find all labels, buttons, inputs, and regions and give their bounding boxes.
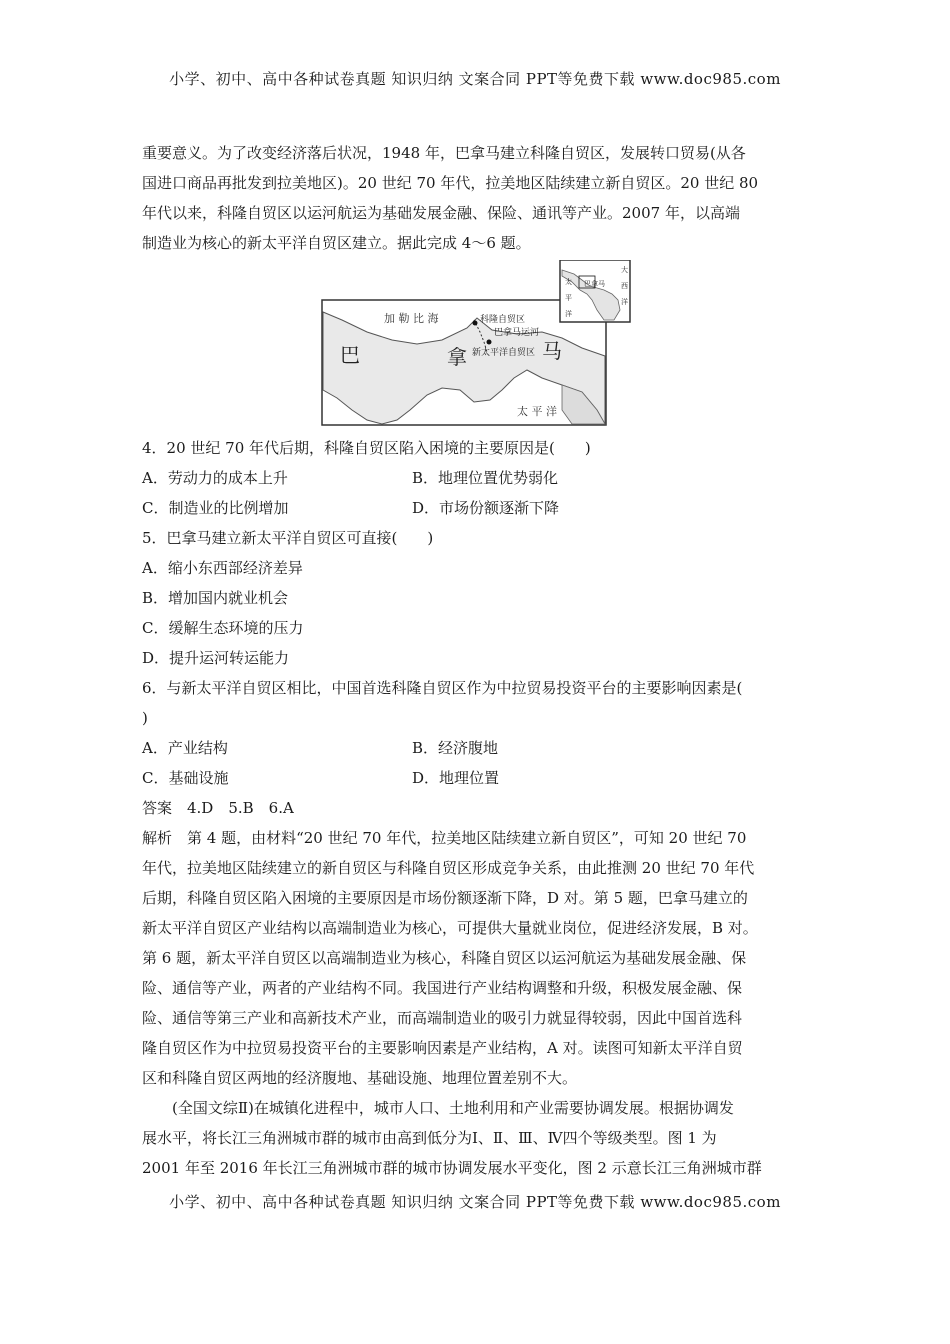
- analysis-line: 险、通信等产业，两者的产业结构不同。我国进行产业结构调整和升级，积极发展金融、保: [142, 979, 743, 997]
- page-header: 小学、初中、高中各种试卷真题 知识归纳 文案合同 PPT等免费下载 www.doc985.com: [169, 70, 781, 88]
- inset-pacific-3: 洋: [565, 310, 572, 318]
- analysis-paragraph: [142, 823, 812, 1093]
- analysis-line: 后期，科隆自贸区陷入困境的主要原因是市场份额逐渐下降，D 对。第 5 题，巴拿马建立的: [142, 889, 748, 907]
- answer-line: 答案 4.D 5.B 6.A: [142, 799, 294, 817]
- question-4-stem: 4．20 世纪 70 年代后期，科隆自贸区陷入困境的主要原因是( ): [142, 439, 591, 457]
- page-footer: 小学、初中、高中各种试卷真题 知识归纳 文案合同 PPT等免费下载 www.doc985.com: [169, 1193, 781, 1211]
- option-d: D．地理位置: [412, 769, 500, 787]
- option-a: A．缩小东西部经济差异: [142, 559, 303, 577]
- intro-line: 制造业为核心的新太平洋自贸区建立。据此完成 4～6 题。: [142, 234, 531, 252]
- option-c: C．制造业的比例增加: [142, 499, 289, 517]
- analysis-line: 新太平洋自贸区产业结构以高端制造业为核心，可提供大量就业岗位，促进经济发展，B 对。: [142, 919, 758, 937]
- analysis-line: 隆自贸区作为中拉贸易投资平台的主要影响因素是产业结构，A 对。读图可知新太平洋自贸: [142, 1039, 743, 1057]
- document-body: [142, 138, 812, 1183]
- question-6-options-row-2: [142, 763, 812, 793]
- intro-paragraph: [142, 138, 812, 258]
- question-5: [142, 523, 812, 673]
- new-pacific-dot: [487, 340, 492, 345]
- country-label-3: 马: [542, 339, 562, 363]
- option-a: A．劳动力的成本上升: [142, 469, 288, 487]
- analysis-line: 年代，拉美地区陆续建立的新自贸区与科隆自贸区形成竞争关系，由此推测 20 世纪 70 年代: [142, 859, 755, 877]
- inset-atlantic-1: 大: [621, 266, 628, 274]
- next-material-paragraph: [142, 1093, 812, 1183]
- question-4: [142, 433, 812, 523]
- question-4-options-row-2: [142, 493, 812, 523]
- colon-label: 科隆自贸区: [480, 315, 526, 325]
- material-line: 2001 年至 2016 年长江三角洲城市群的城市协调发展水平变化，图 2 示意长江三角洲城市群: [142, 1159, 762, 1177]
- option-b: B．地理位置优势弱化: [412, 469, 559, 487]
- question-6-stem: 6．与新太平洋自贸区相比，中国首选科隆自贸区作为中拉贸易投资平台的主要影响因素是(: [142, 679, 743, 697]
- option-d: D．提升运河转运能力: [142, 649, 290, 667]
- question-6-stem-end: ): [142, 709, 148, 727]
- inset-pacific-2: 平: [565, 294, 572, 302]
- pacific-label: 太 平 洋: [517, 405, 557, 418]
- option-b: B．经济腹地: [412, 739, 499, 757]
- colon-dot: [473, 321, 478, 326]
- analysis-line: 第 6 题，新太平洋自贸区以高端制造业为核心，科隆自贸区以运河航运为基础发展金融、保: [142, 949, 747, 967]
- map-figure: [142, 260, 812, 430]
- inset-atlantic-2: 西: [621, 282, 628, 290]
- option-c: C．缓解生态环境的压力: [142, 619, 304, 637]
- caribbean-label: 加 勒 比 海: [384, 312, 439, 325]
- country-label-1: 巴: [340, 343, 360, 367]
- question-4-options-row-1: [142, 463, 812, 493]
- inset-panama: 巴拿马: [584, 280, 605, 288]
- analysis-line: 险、通信等第三产业和高新技术产业，而高端制造业的吸引力就显得较弱，因此中国首选科: [142, 1009, 743, 1027]
- new-pacific-label: 新太平洋自贸区: [472, 348, 536, 358]
- analysis-line: 区和科隆自贸区两地的经济腹地、基础设施、地理位置差别不大。: [142, 1069, 578, 1087]
- option-d: D．市场份额逐渐下降: [412, 499, 560, 517]
- analysis-line: 解析 第 4 题，由材料“20 世纪 70 年代，拉美地区陆续建立新自贸区”，可知 20 世纪 70: [142, 829, 747, 847]
- option-a: A．产业结构: [142, 739, 228, 757]
- material-line: 展水平，将长江三角洲城市群的城市由高到低分为Ⅰ、Ⅱ、Ⅲ、Ⅳ四个等级类型。图 1 为: [142, 1129, 717, 1147]
- option-c: C．基础设施: [142, 769, 229, 787]
- intro-line: 年代以来，科隆自贸区以运河航运为基础发展金融、保险、通讯等产业。2007 年，以高端: [142, 204, 740, 222]
- inset-atlantic-3: 洋: [621, 298, 628, 306]
- canal-label: 巴拿马运河: [494, 328, 540, 338]
- option-b: B．增加国内就业机会: [142, 589, 289, 607]
- country-label-2: 拿: [447, 345, 467, 369]
- panama-map: [142, 260, 812, 430]
- inset-pacific-1: 太: [565, 278, 572, 286]
- material-line: (全国文综Ⅱ)在城镇化进程中，城市人口、土地利用和产业需要协调发展。根据协调发: [172, 1099, 734, 1117]
- question-6-options-row-1: [142, 733, 812, 763]
- question-5-stem: 5．巴拿马建立新太平洋自贸区可直接( ): [142, 529, 434, 547]
- intro-line: 国进口商品再批发到拉美地区)。20 世纪 70 年代，拉美地区陆续建立新自贸区。20 世纪 80: [142, 174, 759, 192]
- question-6: [142, 673, 812, 793]
- intro-line: 重要意义。为了改变经济落后状况，1948 年，巴拿马建立科隆自贸区，发展转口贸易(从各: [142, 144, 746, 162]
